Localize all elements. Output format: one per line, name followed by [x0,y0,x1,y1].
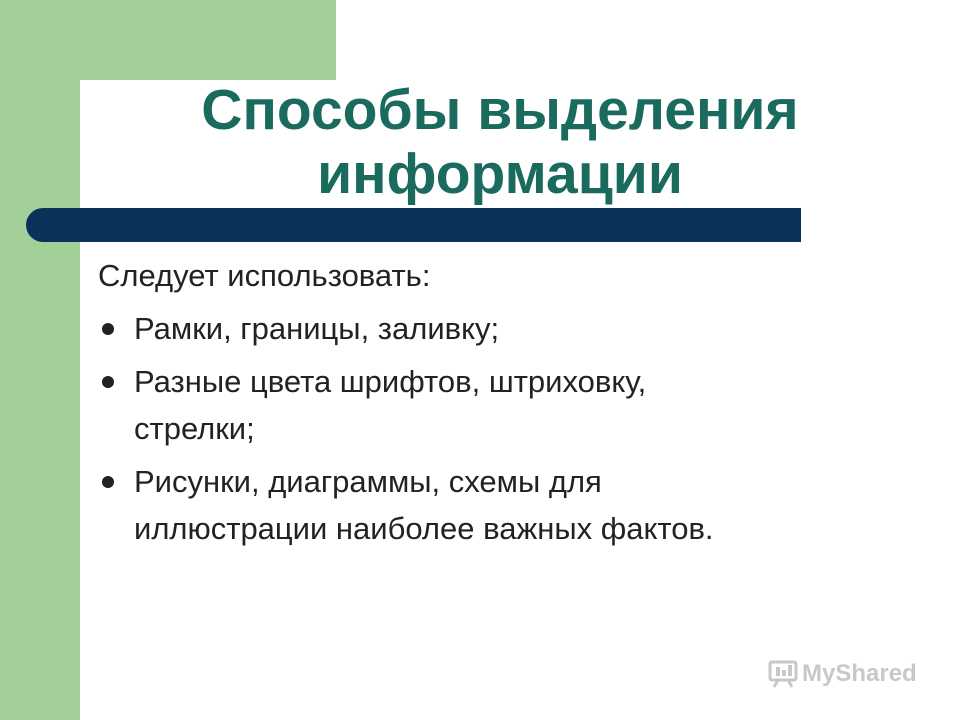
bullet-dot-icon [102,376,114,388]
bullet-item [98,305,878,352]
title-underline-bar [26,208,801,242]
title-line-1: Способы выделения [201,78,799,142]
top-accent-strip [0,0,336,80]
bullet-text-line: Разные цвета шрифтов, штриховку, [134,364,647,399]
bullet-text-line: Рамки, границы, заливку; [134,311,500,346]
slide-body [98,252,878,552]
bullet-dot-icon [102,323,114,335]
intro-text: Следует использовать: [98,258,431,293]
bullet-list [98,305,878,552]
bullet-item [98,458,878,552]
bullet-item [98,358,878,452]
bullet-text-line: Рисунки, диаграммы, схемы для [134,464,602,499]
left-accent-strip [0,0,80,720]
bullet-dot-icon [102,476,114,488]
presentation-board-icon [768,659,798,689]
watermark [768,658,917,690]
watermark-text: MyShared [802,660,917,687]
title-line-2: информации [317,142,683,206]
bullet-text-line: иллюстрации наиболее важных фактов. [134,511,714,546]
bullet-text-line: стрелки; [134,411,255,446]
slide-title [130,78,870,206]
